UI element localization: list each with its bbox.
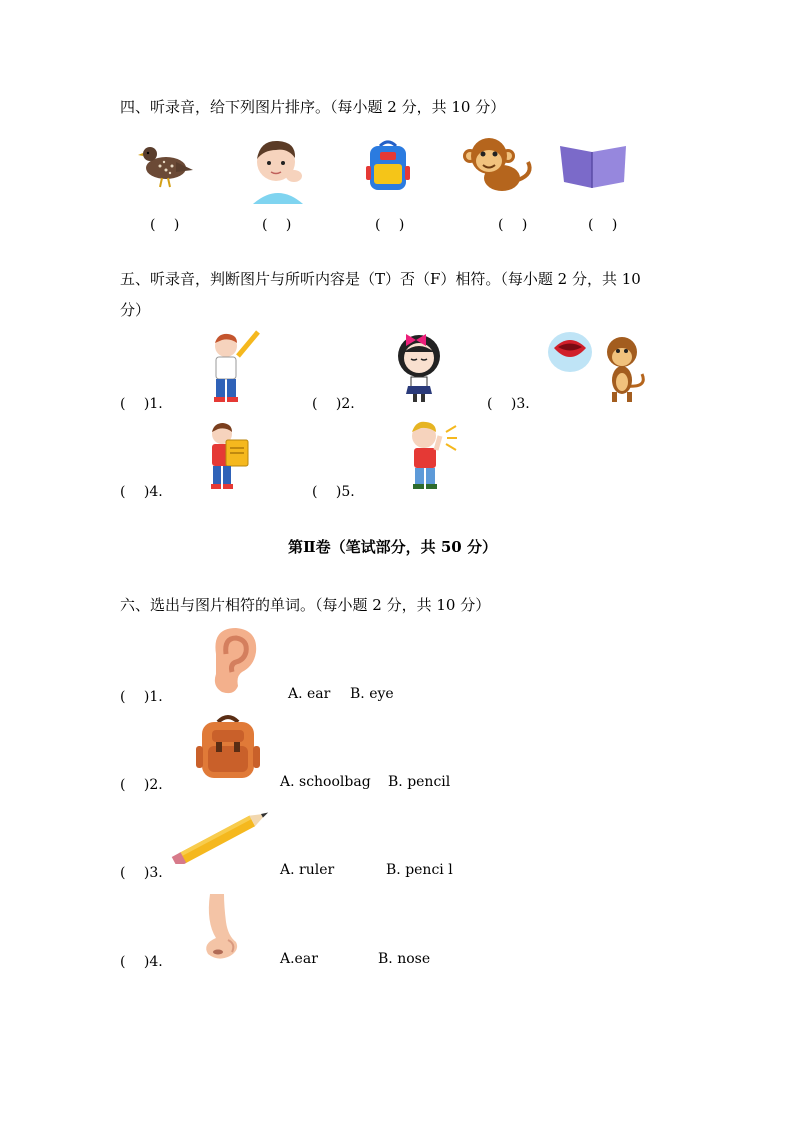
choice-2-option-b[interactable]: B. pencil (388, 774, 451, 790)
book-icon (558, 142, 628, 190)
choice-1-option-a[interactable]: A. ear (288, 686, 331, 702)
choice-item-1[interactable]: ( )1. (120, 689, 163, 705)
tf-item-1[interactable]: ( )1. (120, 396, 163, 412)
choice-4-option-a[interactable]: A.ear (280, 951, 318, 967)
tf-item-2[interactable]: ( )2. (312, 396, 355, 412)
boy-pointing-ear-icon (402, 418, 458, 494)
girl-with-bow-icon (394, 330, 444, 404)
tf-item-4[interactable]: ( )4. (120, 484, 163, 500)
backpack-icon (194, 712, 262, 782)
boy-with-pencil-icon (204, 330, 260, 406)
tf-item-3[interactable]: ( )3. (487, 396, 530, 412)
choice-item-4[interactable]: ( )4. (120, 954, 163, 970)
boy-with-book-icon (204, 420, 252, 492)
section6-title: 六、选出与图片相符的单词。（每小题 2 分，共 10 分） (120, 596, 491, 614)
section5-title: 五、听录音，判断图片与所听内容是（T）否（F）相符。（每小题 2 分，共 10 (120, 270, 641, 288)
order-bracket-5[interactable]: ( ) (588, 217, 618, 233)
boy-touching-face-icon (248, 134, 308, 204)
choice-2-option-a[interactable]: A. schoolbag (280, 774, 371, 790)
choice-3-option-b[interactable]: B. penci l (386, 862, 453, 878)
choice-1-option-b[interactable]: B. eye (350, 686, 394, 702)
section4-title: 四、听录音，给下列图片排序。（每小题 2 分，共 10 分） (120, 98, 506, 116)
monkey-icon (462, 134, 534, 196)
order-bracket-3[interactable]: ( ) (375, 217, 405, 233)
order-bracket-4[interactable]: ( ) (498, 217, 528, 233)
choice-4-option-b[interactable]: B. nose (378, 951, 431, 967)
part2-heading: 第Ⅱ卷（笔试部分，共 50 分） (288, 538, 497, 556)
nose-icon (196, 892, 244, 962)
order-bracket-1[interactable]: ( ) (150, 217, 180, 233)
order-bracket-2[interactable]: ( ) (262, 217, 292, 233)
ear-icon (204, 624, 260, 696)
pencil-icon (168, 808, 280, 864)
choice-item-2[interactable]: ( )2. (120, 777, 163, 793)
section5-title-cont: 分） (120, 301, 151, 319)
choice-item-3[interactable]: ( )3. (120, 865, 163, 881)
bird-icon (136, 140, 194, 190)
choice-3-option-a[interactable]: A. ruler (280, 862, 335, 878)
schoolbag-icon (366, 138, 410, 192)
tf-item-5[interactable]: ( )5. (312, 484, 355, 500)
mouth-and-monkey-icon (548, 330, 652, 406)
